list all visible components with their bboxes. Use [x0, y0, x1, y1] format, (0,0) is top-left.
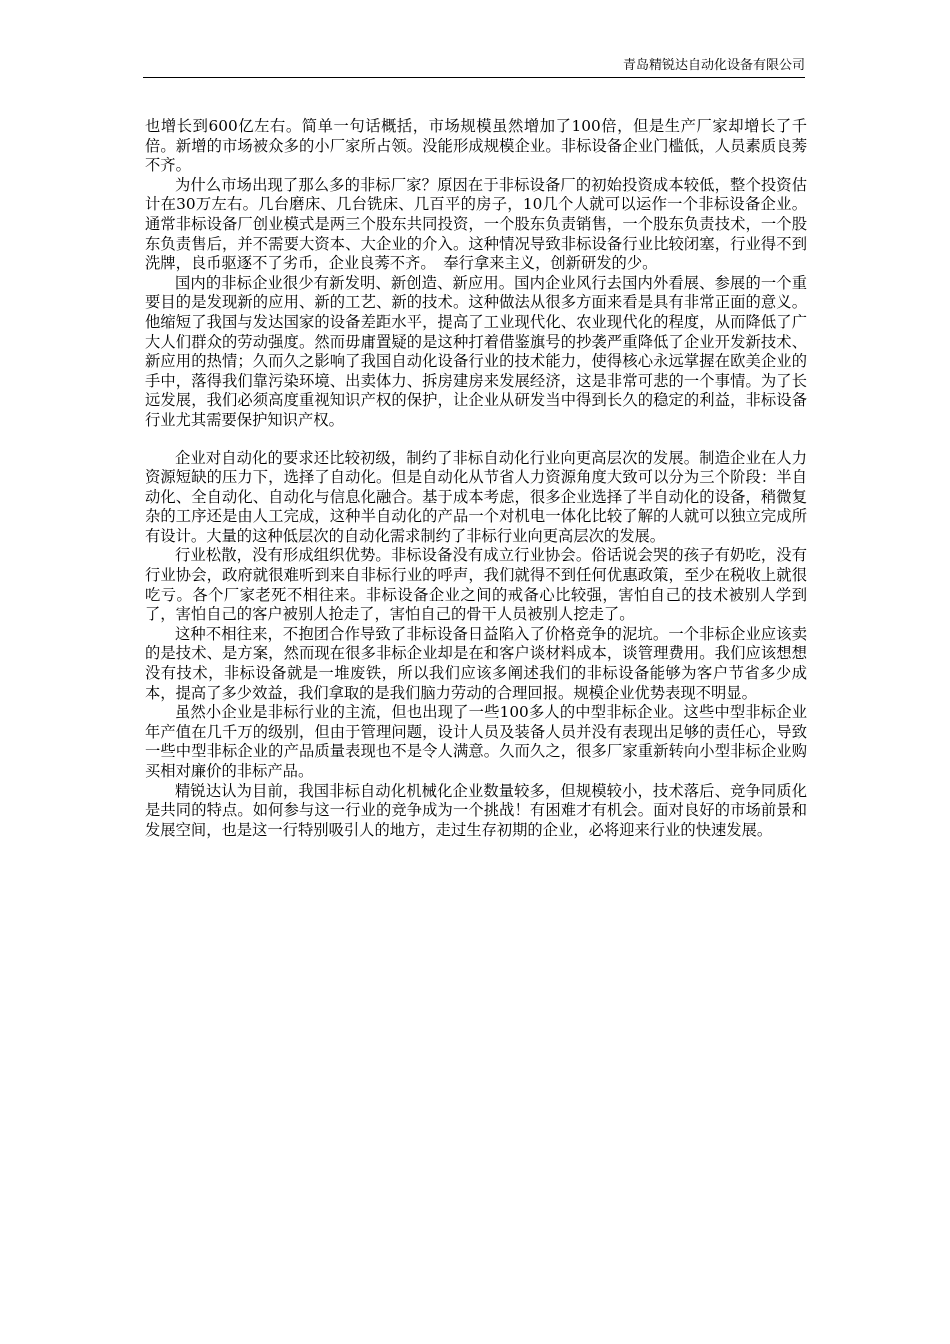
paragraph-5: 行业松散，没有形成组织优势。非标设备没有成立行业协会。俗话说会哭的孩子有奶吃，没有行业协会，政府就很难听到来自非标行业的呼声，我们就得不到任何优惠政策，至少在税收上就很吃亏。各个厂家老死不相往来。非标设备企业之间的戒备心比较强，害怕自己的技术被别人学到了，害怕自己的客户被别人抢走了，害怕自己的骨干人员被别人挖走了。 — [145, 546, 807, 624]
paragraph-6: 这种不相往来，不抱团合作导致了非标设备日益陷入了价格竞争的泥坑。一个非标企业应该卖的是技术、是方案，然而现在很多非标企业却是在和客户谈材料成本，谈管理费用。我们应该想想没有技术，非标设备就是一堆废铁，所以我们应该多阐述我们的非标设备能够为客户节省多少成本，提高了多少效益，我们拿取的是我们脑力劳动的合理回报。规模企业优势表现不明显。 — [145, 624, 807, 702]
paragraph-2: 为什么市场出现了那么多的非标厂家？原因在于非标设备厂的初始投资成本较低，整个投资估计在30万左右。几台磨床、几台铣床、几百平的房子，10几个人就可以运作一个非标设备企业。通常非标设备厂创业模式是两三个股东共同投资，一个股东负责销售，一个股东负责技术，一个股东负责售后，并不需要大资本、大企业的介入。这种情况导致非标设备行业比较闭塞，行业得不到洗牌，良币驱逐不了劣币，企业良莠不齐。 奉行拿来主义，创新研发的少。 — [145, 175, 807, 273]
header-company-name: 青岛精锐达自动化设备有限公司 — [622, 58, 805, 73]
paragraph-8: 精锐达认为目前，我国非标自动化机械化企业数量较多，但规模较小，技术落后、竞争同质化是共同的特点。如何参与这一行业的竞争成为一个挑战！有困难才有机会。面对良好的市场前景和发展空间，也是这一行特别吸引人的地方，走过生存初期的企业，必将迎来行业的快速发展。 — [145, 781, 807, 839]
paragraph-4: 企业对自动化的要求还比较初级，制约了非标自动化行业向更高层次的发展。制造企业在人力资源短缺的压力下，选择了自动化。但是自动化从节省人力资源角度大致可以分为三个阶段：半自动化、全自动化、自动化与信息化融合。基于成本考虑，很多企业选择了半自动化的设备，稍微复杂的工序还是由人工完成，这种半自动化的产品一个对机电一体化比较了解的人就可以独立完成所有设计。大量的这种低层次的自动化需求制约了非标行业向更高层次的发展。 — [145, 448, 807, 545]
document-body — [145, 117, 807, 840]
header-divider — [143, 77, 805, 78]
paragraph-1: 也增长到600亿左右。简单一句话概括，市场规模虽然增加了100倍，但是生产厂家却增长了千倍。新增的市场被众多的小厂家所占领。没能形成规模企业。非标设备企业门槛低，人员素质良莠不齐。 — [145, 117, 807, 175]
paragraph-3: 国内的非标企业很少有新发明、新创造、新应用。国内企业风行去国内外看展、参展的一个重要目的是发现新的应用、新的工艺、新的技术。这种做法从很多方面来看是具有非常正面的意义。他缩短了我国与发达国家的设备差距水平，提高了工业现代化、农业现代化的程度，从而降低了广大人们群众的劳动强度。然而毋庸置疑的是这种打着借鉴旗号的抄袭严重降低了企业开发新技术、新应用的热情；久而久之影响了我国自动化设备行业的技术能力，使得核心永远掌握在欧美企业的手中，落得我们靠污染环境、出卖体力、拆房建房来发展经济，这是非常可悲的一个事情。为了长远发展，我们必须高度重视知识产权的保护，让企业从研发当中得到长久的稳定的利益，非标设备行业尤其需要保护知识产权。 — [145, 273, 807, 429]
paragraph-7: 虽然小企业是非标行业的主流，但也出现了一些100多人的中型非标企业。这些中型非标企业年产值在几千万的级别，但由于管理问题，设计人员及装备人员并没有表现出足够的责任心，导致一些中型非标企业的产品质量表现也不是令人满意。久而久之，很多厂家重新转向小型非标企业购买相对廉价的非标产品。 — [145, 703, 807, 780]
